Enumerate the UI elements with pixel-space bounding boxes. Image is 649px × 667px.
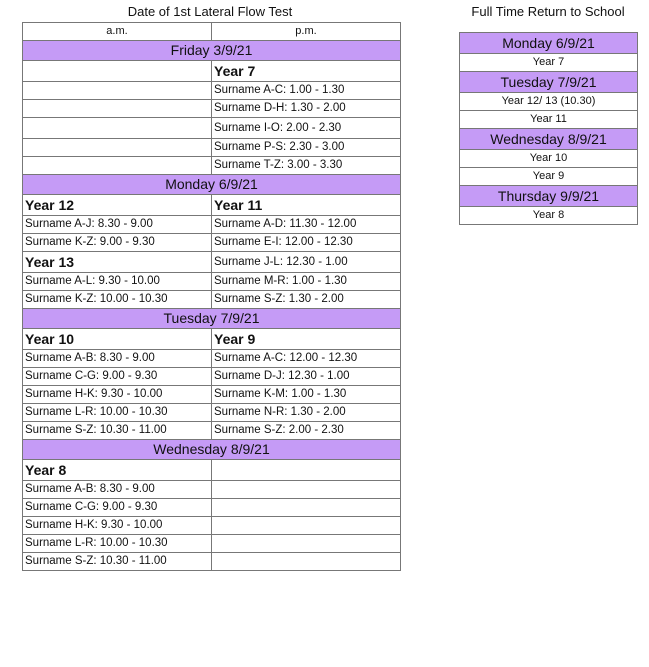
return-year-row [460,93,638,111]
slot-cell-am [23,118,212,139]
year-heading-am: Year 12 [23,195,212,216]
schedule-row [23,291,401,309]
year-heading-am: Year 8 [23,460,212,481]
slot-cell-am: Surname S-Z: 10.30 - 11.00 [23,422,212,440]
slot-cell-pm: Surname D-H: 1.30 - 2.00 [212,100,401,118]
left-table-title: Date of 1st Lateral Flow Test [127,4,293,19]
slot-cell-pm: Surname P-S: 2.30 - 3.00 [212,139,401,157]
return-year-cell: Year 12/ 13 (10.30) [460,93,638,111]
slot-cell-am: Surname A-L: 9.30 - 10.00 [23,273,212,291]
return-year-row [460,111,638,129]
slot-cell-pm: Surname I-O: 2.00 - 2.30 [212,118,401,139]
return-year-cell: Year 8 [460,207,638,225]
return-year-row [460,168,638,186]
column-header-row [23,23,401,41]
return-day-row [460,129,638,150]
slot-cell-am: Surname K-Z: 9.00 - 9.30 [23,234,212,252]
return-year-row [460,207,638,225]
return-year-cell: Year 10 [460,150,638,168]
return-day-header: Monday 6/9/21 [460,33,638,54]
slot-cell-am [23,157,212,175]
day-header-row [23,41,401,61]
year-heading-am: Year 10 [23,329,212,350]
slot-cell-pm: Surname E-I: 12.00 - 12.30 [212,234,401,252]
slot-cell-pm: Surname D-J: 12.30 - 1.00 [212,368,401,386]
day-header: Wednesday 8/9/21 [23,440,401,460]
return-year-cell: Year 9 [460,168,638,186]
schedule-row [23,422,401,440]
year-heading-pm: Year 7 [212,61,401,82]
return-to-school-table [459,32,638,225]
schedule-row [23,273,401,291]
slot-cell-pm [212,460,401,481]
year-heading-pm: Year 9 [212,329,401,350]
day-header-row [23,175,401,195]
slot-cell-am: Surname H-K: 9.30 - 10.00 [23,517,212,535]
schedule-row [23,118,401,139]
schedule-row [23,350,401,368]
day-header-row [23,309,401,329]
return-day-row [460,33,638,54]
slot-cell-pm [212,517,401,535]
slot-cell-am: Surname L-R: 10.00 - 10.30 [23,404,212,422]
return-year-cell: Year 7 [460,54,638,72]
year-heading-am: Year 13 [23,252,212,273]
column-header-pm: p.m. [212,23,401,41]
slot-cell-am: Surname S-Z: 10.30 - 11.00 [23,553,212,571]
return-year-row [460,150,638,168]
slot-cell-pm: Surname T-Z: 3.00 - 3.30 [212,157,401,175]
schedule-row [23,517,401,535]
slot-cell-am: Surname C-G: 9.00 - 9.30 [23,368,212,386]
slot-cell-am: Surname A-J: 8.30 - 9.00 [23,216,212,234]
return-day-header: Thursday 9/9/21 [460,186,638,207]
schedule-row [23,499,401,517]
slot-cell-pm: Surname A-D: 11.30 - 12.00 [212,216,401,234]
slot-cell-pm: Surname J-L: 12.30 - 1.00 [212,252,401,273]
slot-cell-am [23,82,212,100]
schedule-row [23,100,401,118]
right-table-title: Full Time Return to School [471,4,625,19]
return-year-row [460,54,638,72]
slot-cell-am: Surname A-B: 8.30 - 9.00 [23,350,212,368]
return-day-row [460,186,638,207]
lateral-flow-schedule-table [22,22,401,571]
slot-cell-am: Surname K-Z: 10.00 - 10.30 [23,291,212,309]
return-day-header: Wednesday 8/9/21 [460,129,638,150]
slot-cell-am [23,100,212,118]
schedule-row [23,460,401,481]
schedule-row [23,157,401,175]
schedule-row [23,195,401,216]
slot-cell-pm: Surname A-C: 12.00 - 12.30 [212,350,401,368]
slot-cell-am: Surname C-G: 9.00 - 9.30 [23,499,212,517]
column-header-am: a.m. [23,23,212,41]
slot-cell-am: Surname A-B: 8.30 - 9.00 [23,481,212,499]
slot-cell-am: Surname H-K: 9.30 - 10.00 [23,386,212,404]
schedule-row [23,329,401,350]
slot-cell-am [23,61,212,82]
slot-cell-pm: Surname S-Z: 2.00 - 2.30 [212,422,401,440]
schedule-row [23,368,401,386]
schedule-row [23,481,401,499]
slot-cell-pm: Surname N-R: 1.30 - 2.00 [212,404,401,422]
schedule-row [23,216,401,234]
schedule-row [23,252,401,273]
slot-cell-pm: Surname S-Z: 1.30 - 2.00 [212,291,401,309]
return-day-header: Tuesday 7/9/21 [460,72,638,93]
slot-cell-pm [212,481,401,499]
schedule-row [23,404,401,422]
schedule-row [23,61,401,82]
slot-cell-pm [212,553,401,571]
return-day-row [460,72,638,93]
day-header: Tuesday 7/9/21 [23,309,401,329]
schedule-row [23,535,401,553]
schedule-row [23,82,401,100]
day-header-row [23,440,401,460]
schedule-row [23,139,401,157]
slot-cell-pm: Surname K-M: 1.00 - 1.30 [212,386,401,404]
slot-cell-am: Surname L-R: 10.00 - 10.30 [23,535,212,553]
schedule-row [23,553,401,571]
slot-cell-pm: Surname M-R: 1.00 - 1.30 [212,273,401,291]
schedule-row [23,386,401,404]
slot-cell-pm [212,535,401,553]
day-header: Friday 3/9/21 [23,41,401,61]
return-year-cell: Year 11 [460,111,638,129]
slot-cell-am [23,139,212,157]
year-heading-pm: Year 11 [212,195,401,216]
slot-cell-pm: Surname A-C: 1.00 - 1.30 [212,82,401,100]
day-header: Monday 6/9/21 [23,175,401,195]
slot-cell-pm [212,499,401,517]
schedule-row [23,234,401,252]
